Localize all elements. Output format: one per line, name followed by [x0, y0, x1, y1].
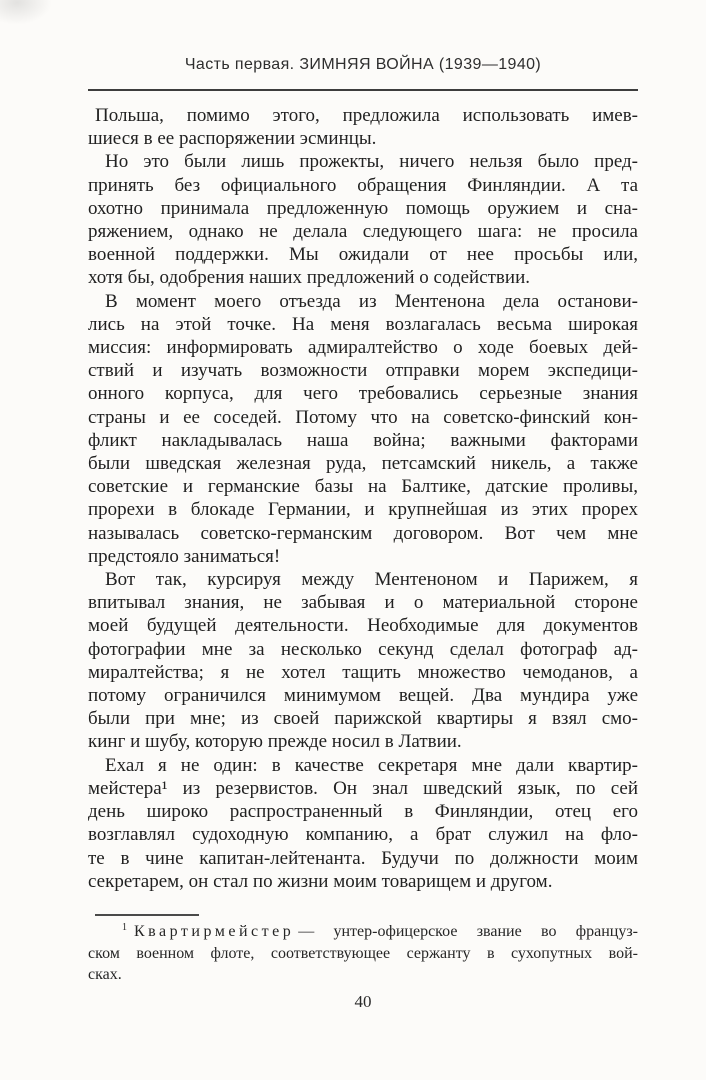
text-line: советские и германские базы на Балтике, датские проливы, [88, 476, 638, 498]
text-line: хотя бы, одобрения наших предложений о содействии. [88, 267, 530, 289]
footnote-rule [95, 914, 199, 916]
text-line: Польша, помимо этого, предложила использовать имев- [95, 105, 638, 126]
header-rule [88, 89, 638, 91]
text-line: предстояло заниматься! [88, 545, 281, 567]
text-line: были шведская железная руда, петсамский никель, а также [88, 453, 638, 475]
text-line: шиеся в ее распоряжении эсминцы. [88, 128, 377, 150]
text-line: были при мне; из своей парижской квартиры я взял смо- [88, 708, 638, 730]
text-line: прорехи в блокаде Германии, и крупнейшая из этих прорех [88, 499, 638, 521]
footnote-line: ском военном флоте, соответствующее сержанту в сухопутных вой- [88, 944, 638, 962]
text-line: потому ограничился минимумом вещей. Два мундира уже [88, 685, 638, 707]
text-line: охотно принимала предложенную помощь оружием и сна- [88, 197, 638, 219]
page-number: 40 [354, 992, 372, 1011]
text-line: фликт накладывалась наша война; важными факторами [88, 429, 638, 451]
footnote-text-rest: — унтер-офицерское звание во француз- [298, 923, 638, 940]
text-line: день широко распространенный в Финляндии, отец его [88, 801, 638, 823]
footnote-line [88, 921, 638, 943]
running-header: Часть первая. ЗИМНЯЯ ВОЙНА (1939—1940) [184, 56, 542, 73]
text-line: секретарем, он стал по жизни моим товарищем и другом. [88, 870, 553, 892]
text-line: те в чине капитан-лейтенанта. Будучи по должности моим [88, 847, 638, 869]
text-line: принять без официального обращения Финляндии. А та [88, 174, 638, 196]
text-line: ряжением, однако не делала следующего шага: не просила [88, 221, 638, 243]
text-line: В момент моего отъезда из Ментенона дела останови- [105, 290, 638, 312]
footnote [88, 921, 638, 986]
text-line: миссия: информировать адмиралтейство о ходе боевых дей- [88, 337, 638, 359]
text-line: лись на этой точке. На меня возлагалась весьма широкая [88, 313, 638, 335]
body-text [88, 104, 638, 893]
text-line: мейстера¹ из резервистов. Он знал шведский язык, по сей [88, 777, 638, 799]
text-line: возглавлял судоходную компанию, а брат служил на фло- [88, 824, 638, 846]
text-line: моей будущей деятельности. Необходимые для документов [88, 615, 638, 637]
text-line: кинг и шубу, которую прежде носил в Латвии. [88, 731, 462, 753]
text-line: называлась советско-германским договором. Вот чем мне [88, 522, 638, 544]
scan-smudge [0, 0, 52, 25]
text-line: фотографии мне за несколько секунд сделал фотограф ад- [88, 638, 638, 660]
text-line: Ехал я не один: в качестве секретаря мне дали квартир- [105, 754, 638, 776]
text-line: ствий и изучать возможности отправки морем экспедици- [88, 360, 638, 382]
footnote-line: сках. [88, 966, 122, 983]
text-line: военной поддержки. Мы ожидали от нее просьбы или, [88, 244, 638, 266]
text-line: страны и ее соседей. Потому что на советско-финский кон- [88, 406, 638, 428]
text-line: онного корпуса, для чего требовались серьезные знания [88, 383, 638, 405]
text-line: миралтейства; я не хотел тащить множество чемоданов, а [88, 661, 638, 683]
text-line: Вот так, курсируя между Ментеноном и Парижем, я [105, 569, 638, 591]
footnote-term: Квартирмейстер [134, 923, 295, 940]
footnote-marker: 1 [122, 921, 127, 933]
text-line: впитывал знания, не забывая и о материальной стороне [88, 592, 638, 614]
text-line: Но это были лишь прожекты, ничего нельзя было пред- [105, 151, 638, 173]
